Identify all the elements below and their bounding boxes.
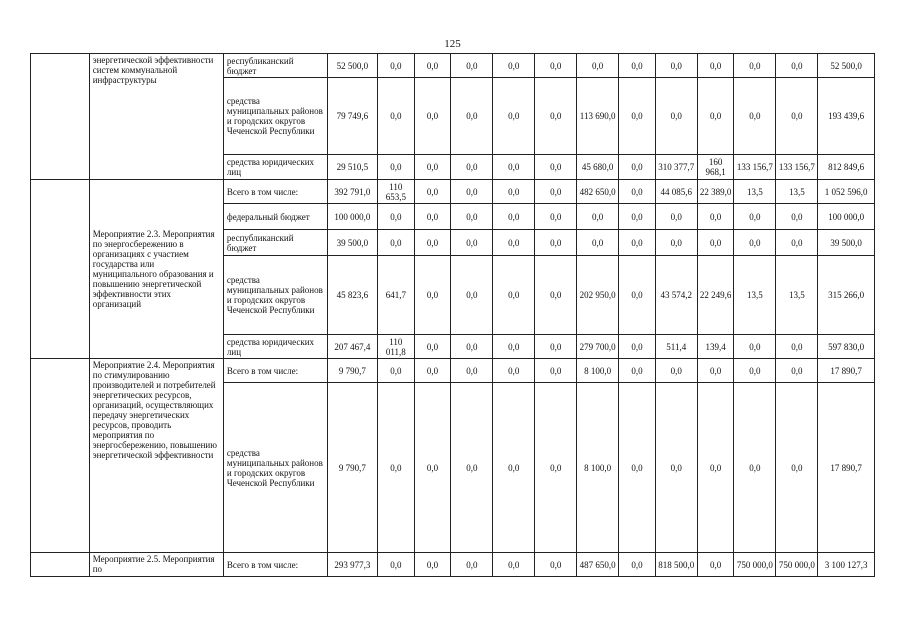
value-cell: 0,0 xyxy=(619,54,656,78)
value-cell: 0,0 xyxy=(776,204,818,230)
budget-table xyxy=(30,53,875,577)
value-cell: 597 830,0 xyxy=(818,335,875,359)
value-cell: 0,0 xyxy=(535,78,577,155)
measure-name-cell: Мероприятие 2.5. Мероприятия по xyxy=(89,553,223,577)
value-cell: 0,0 xyxy=(734,230,776,256)
value-cell: 0,0 xyxy=(619,383,656,553)
measure-name-cell: Мероприятие 2.4. Мероприятия по стимулированию производителей и потребителей энергетических ресурсов, организаций, осуществляющих передачу энергетических ресурсов, проводить мероприятия по энергосбережению, повышению энергетической эффективности xyxy=(89,359,223,553)
value-cell: 0,0 xyxy=(535,256,577,335)
value-cell: 0,0 xyxy=(535,359,577,383)
value-cell: 0,0 xyxy=(493,359,535,383)
value-cell: 0,0 xyxy=(619,359,656,383)
value-cell: 8 100,0 xyxy=(577,359,619,383)
value-cell: 0,0 xyxy=(734,204,776,230)
value-cell: 29 510,5 xyxy=(327,155,377,180)
table-row xyxy=(31,180,875,204)
value-cell: 0,0 xyxy=(414,204,451,230)
value-cell: 8 100,0 xyxy=(577,383,619,553)
value-cell: 0,0 xyxy=(414,335,451,359)
value-cell: 110 653,5 xyxy=(377,180,414,204)
value-cell: 13,5 xyxy=(734,256,776,335)
value-cell: 0,0 xyxy=(451,180,493,204)
value-cell: 0,0 xyxy=(377,359,414,383)
funding-source-cell: Всего в том числе: xyxy=(223,553,327,577)
value-cell: 0,0 xyxy=(655,359,697,383)
value-cell: 110 011,8 xyxy=(377,335,414,359)
value-cell: 0,0 xyxy=(414,383,451,553)
value-cell: 818 500,0 xyxy=(655,553,697,577)
value-cell: 0,0 xyxy=(697,54,734,78)
value-cell: 0,0 xyxy=(734,335,776,359)
value-cell: 0,0 xyxy=(414,359,451,383)
measure-name-cell: энергетической эффективности систем коммунальной инфраструктуры xyxy=(89,54,223,180)
value-cell: 0,0 xyxy=(734,359,776,383)
value-cell: 0,0 xyxy=(451,54,493,78)
value-cell: 9 790,7 xyxy=(327,383,377,553)
funding-source-cell: Всего в том числе: xyxy=(223,359,327,383)
value-cell: 0,0 xyxy=(414,180,451,204)
value-cell: 392 791,0 xyxy=(327,180,377,204)
value-cell: 0,0 xyxy=(697,78,734,155)
value-cell: 0,0 xyxy=(655,204,697,230)
value-cell: 511,4 xyxy=(655,335,697,359)
value-cell: 812 849,6 xyxy=(818,155,875,180)
value-cell: 0,0 xyxy=(451,204,493,230)
value-cell: 133 156,7 xyxy=(734,155,776,180)
value-cell: 0,0 xyxy=(493,180,535,204)
value-cell: 22 249,6 xyxy=(697,256,734,335)
value-cell: 0,0 xyxy=(776,383,818,553)
value-cell: 310 377,7 xyxy=(655,155,697,180)
value-cell: 0,0 xyxy=(619,155,656,180)
value-cell: 0,0 xyxy=(414,553,451,577)
value-cell: 0,0 xyxy=(377,204,414,230)
funding-source-cell: федеральный бюджет xyxy=(223,204,327,230)
number-cell xyxy=(31,54,90,180)
value-cell: 0,0 xyxy=(776,78,818,155)
value-cell: 0,0 xyxy=(493,335,535,359)
value-cell: 44 085,6 xyxy=(655,180,697,204)
value-cell: 0,0 xyxy=(619,180,656,204)
value-cell: 193 439,6 xyxy=(818,78,875,155)
value-cell: 0,0 xyxy=(535,204,577,230)
value-cell: 0,0 xyxy=(535,180,577,204)
funding-source-cell: средства юридических лиц xyxy=(223,335,327,359)
value-cell: 139,4 xyxy=(697,335,734,359)
value-cell: 0,0 xyxy=(451,155,493,180)
value-cell: 0,0 xyxy=(451,359,493,383)
value-cell: 160 968,1 xyxy=(697,155,734,180)
table-row xyxy=(31,553,875,577)
value-cell: 0,0 xyxy=(697,230,734,256)
value-cell: 17 890,7 xyxy=(818,383,875,553)
value-cell: 315 266,0 xyxy=(818,256,875,335)
value-cell: 1 052 596,0 xyxy=(818,180,875,204)
value-cell: 0,0 xyxy=(734,383,776,553)
value-cell: 100 000,0 xyxy=(327,204,377,230)
value-cell: 0,0 xyxy=(619,553,656,577)
value-cell: 0,0 xyxy=(451,553,493,577)
value-cell: 0,0 xyxy=(493,553,535,577)
value-cell: 0,0 xyxy=(619,78,656,155)
page-number: 125 xyxy=(444,38,461,50)
value-cell: 0,0 xyxy=(776,230,818,256)
value-cell: 0,0 xyxy=(451,78,493,155)
value-cell: 0,0 xyxy=(414,78,451,155)
value-cell: 279 700,0 xyxy=(577,335,619,359)
value-cell: 0,0 xyxy=(377,230,414,256)
value-cell: 0,0 xyxy=(451,256,493,335)
value-cell: 0,0 xyxy=(535,54,577,78)
value-cell: 0,0 xyxy=(619,335,656,359)
value-cell: 0,0 xyxy=(493,155,535,180)
value-cell: 13,5 xyxy=(776,256,818,335)
value-cell: 13,5 xyxy=(776,180,818,204)
value-cell: 0,0 xyxy=(377,78,414,155)
table-row xyxy=(31,54,875,78)
value-cell: 0,0 xyxy=(414,54,451,78)
value-cell: 0,0 xyxy=(734,54,776,78)
value-cell: 0,0 xyxy=(697,359,734,383)
value-cell: 0,0 xyxy=(776,335,818,359)
value-cell: 0,0 xyxy=(451,230,493,256)
funding-source-cell: средства муниципальных районов и городских округов Чеченской Республики xyxy=(223,256,327,335)
number-cell xyxy=(31,180,90,359)
value-cell: 3 100 127,3 xyxy=(818,553,875,577)
measure-name-cell: Мероприятие 2.3. Мероприятия по энергосбережению в организациях с участием государства или муниципального образования и повышению энергетической эффективности этих организаций xyxy=(89,180,223,359)
value-cell: 0,0 xyxy=(734,78,776,155)
value-cell: 0,0 xyxy=(493,54,535,78)
value-cell: 0,0 xyxy=(493,230,535,256)
value-cell: 0,0 xyxy=(535,230,577,256)
value-cell: 0,0 xyxy=(697,383,734,553)
value-cell: 0,0 xyxy=(535,155,577,180)
value-cell: 0,0 xyxy=(655,230,697,256)
value-cell: 202 950,0 xyxy=(577,256,619,335)
funding-source-cell: Всего в том числе: xyxy=(223,180,327,204)
value-cell: 79 749,6 xyxy=(327,78,377,155)
value-cell: 0,0 xyxy=(619,256,656,335)
value-cell: 45 680,0 xyxy=(577,155,619,180)
value-cell: 0,0 xyxy=(377,155,414,180)
value-cell: 482 650,0 xyxy=(577,180,619,204)
value-cell: 39 500,0 xyxy=(327,230,377,256)
value-cell: 207 467,4 xyxy=(327,335,377,359)
value-cell: 0,0 xyxy=(451,335,493,359)
value-cell: 641,7 xyxy=(377,256,414,335)
value-cell: 39 500,0 xyxy=(818,230,875,256)
value-cell: 487 650,0 xyxy=(577,553,619,577)
value-cell: 0,0 xyxy=(619,230,656,256)
value-cell: 0,0 xyxy=(377,383,414,553)
value-cell: 0,0 xyxy=(776,54,818,78)
value-cell: 0,0 xyxy=(414,155,451,180)
value-cell: 113 690,0 xyxy=(577,78,619,155)
value-cell: 0,0 xyxy=(577,204,619,230)
funding-source-cell: республиканский бюджет xyxy=(223,54,327,78)
value-cell: 0,0 xyxy=(493,204,535,230)
funding-source-cell: средства юридических лиц xyxy=(223,155,327,180)
value-cell: 0,0 xyxy=(655,383,697,553)
value-cell: 0,0 xyxy=(655,54,697,78)
value-cell: 750 000,0 xyxy=(776,553,818,577)
value-cell: 0,0 xyxy=(535,553,577,577)
value-cell: 0,0 xyxy=(493,383,535,553)
value-cell: 0,0 xyxy=(377,54,414,78)
value-cell: 0,0 xyxy=(776,359,818,383)
value-cell: 750 000,0 xyxy=(734,553,776,577)
value-cell: 0,0 xyxy=(535,335,577,359)
value-cell: 13,5 xyxy=(734,180,776,204)
number-cell xyxy=(31,553,90,577)
funding-source-cell: средства муниципальных районов и городских округов Чеченской Республики xyxy=(223,383,327,553)
value-cell: 22 389,0 xyxy=(697,180,734,204)
value-cell: 0,0 xyxy=(414,256,451,335)
value-cell: 52 500,0 xyxy=(818,54,875,78)
value-cell: 0,0 xyxy=(451,383,493,553)
value-cell: 17 890,7 xyxy=(818,359,875,383)
value-cell: 0,0 xyxy=(377,553,414,577)
value-cell: 0,0 xyxy=(697,204,734,230)
funding-source-cell: республиканский бюджет xyxy=(223,230,327,256)
value-cell: 0,0 xyxy=(655,78,697,155)
value-cell: 293 977,3 xyxy=(327,553,377,577)
table-row xyxy=(31,359,875,383)
value-cell: 0,0 xyxy=(493,78,535,155)
funding-source-cell: средства муниципальных районов и городских округов Чеченской Республики xyxy=(223,78,327,155)
value-cell: 45 823,6 xyxy=(327,256,377,335)
value-cell: 43 574,2 xyxy=(655,256,697,335)
value-cell: 9 790,7 xyxy=(327,359,377,383)
value-cell: 52 500,0 xyxy=(327,54,377,78)
value-cell: 0,0 xyxy=(577,230,619,256)
value-cell: 0,0 xyxy=(414,230,451,256)
value-cell: 100 000,0 xyxy=(818,204,875,230)
value-cell: 133 156,7 xyxy=(776,155,818,180)
value-cell: 0,0 xyxy=(535,383,577,553)
value-cell: 0,0 xyxy=(577,54,619,78)
number-cell xyxy=(31,359,90,553)
value-cell: 0,0 xyxy=(697,553,734,577)
value-cell: 0,0 xyxy=(619,204,656,230)
value-cell: 0,0 xyxy=(493,256,535,335)
